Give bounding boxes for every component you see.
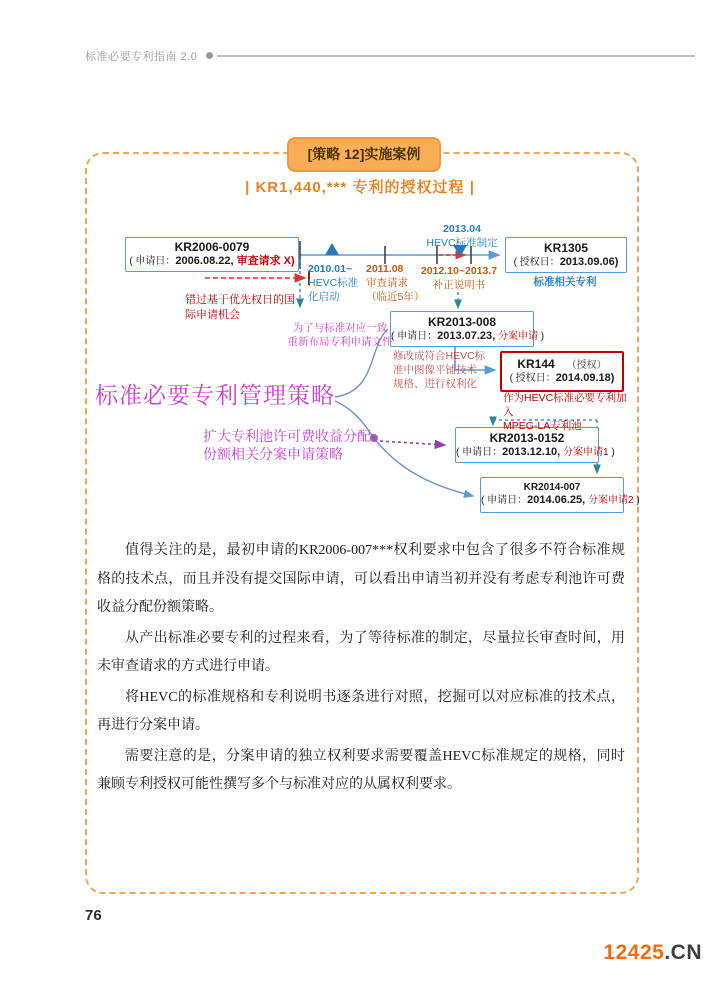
header-bullet-icon — [206, 52, 213, 59]
page-header — [85, 48, 700, 64]
annotation-modify-hevc: 修改成符合HEVC标 准中图像平铺技术 规格、进行权利化 — [393, 350, 486, 390]
patent-box-kr144-granted: KR144 （授权） ( 授权日：2014.09.18) — [500, 351, 624, 392]
patent-flow-diagram — [85, 215, 640, 530]
patent-box-kr2006: KR2006-0079 ( 申请日：2006.08.22, 审查请求 X) — [125, 237, 299, 272]
brand-tld: .CN — [664, 941, 702, 964]
site-watermark — [603, 941, 702, 965]
paragraph-3: 将HEVC的标准规格和专利说明书逐条进行对照，挖掘可以对应标准的技术点，再进行分案申请。 — [97, 689, 625, 733]
timeline-label-2012: 2012.10~2013.7 补正说明书 — [420, 265, 498, 291]
annotation-missed-international: 错过基于优先权日的国 际申请机会 — [185, 294, 295, 321]
timeline-label-2013: 2013.04 HEVC标准制定 — [426, 223, 498, 249]
annotation-divisional-strategy: 扩大专利池许可费收益分配 份额相关分案申请策略 — [203, 428, 371, 463]
body-text — [97, 537, 625, 802]
kr1305-caption: 标准相关专利 — [533, 276, 597, 288]
paragraph-1: 值得关注的是，最初申请的KR2006-007***权利要求中包含了很多不符合标准规格的技术点，而且并没有提交国际申请，可以看出申请当初并没有考虑专利池许可费收益分配份额策略。 — [97, 543, 625, 615]
patent-box-kr2013-0152: KR2013-0152 ( 申请日：2013.12.10, 分案申请1 ) — [455, 427, 599, 463]
case-subtitle: | KR1,440,*** 专利的授权过程 | — [245, 179, 475, 196]
annotation-sep-management-strategy: 标准必要专利管理策略 — [95, 382, 335, 408]
patent-box-kr2013-008: KR2013-008 ( 申请日：2013.07.23, 分案申请 ) — [390, 311, 534, 347]
timeline-label-2011: 2011.08 审查请求 （临近5年） — [366, 263, 425, 303]
paragraph-2: 从产出标准必要专利的过程来看，为了等待标准的制定，尽量拉长审查时间，用未审查请求的方式进行申请。 — [97, 630, 625, 674]
doc-title: 标准必要专利指南 2.0 — [85, 51, 198, 63]
brand-name: 12425 — [603, 941, 665, 964]
patent-box-kr2014-007: KR2014-007 ( 申请日：2014.06.25, 分案申请2 ) — [480, 477, 624, 513]
strategy-badge: [策略 12]实施案例 — [287, 137, 441, 172]
paragraph-4: 需要注意的是，分案申请的独立权利要求需要覆盖HEVC标准规定的规格，同时兼顾专利授权可能性撰写多个与标准对应的从属权利要求。 — [97, 748, 625, 792]
annotation-realign-filing: 为了与标准对应一致 重新布局专利申请文件 — [287, 322, 393, 348]
annotation-join-mpegla-pool: 作为HEVC标准必要专利加入 MPEG-LA专利池 — [503, 392, 627, 432]
header-rule — [217, 55, 695, 57]
timeline-label-2010: 2010.01~ HEVC标准 化启动 — [308, 263, 359, 303]
patent-box-kr1305: KR1305 ( 授权日：2013.09.06) — [505, 237, 627, 273]
page-number: 76 — [85, 907, 102, 924]
